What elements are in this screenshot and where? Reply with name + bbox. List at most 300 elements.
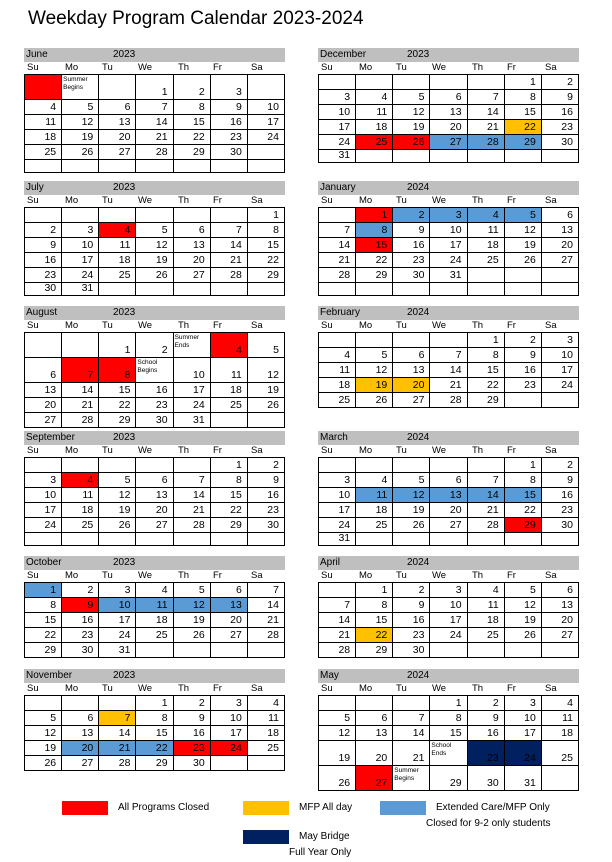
day-cell <box>319 583 356 598</box>
weekday-label: Th <box>178 570 190 581</box>
week-row <box>319 363 579 378</box>
day-cell <box>174 533 211 546</box>
day-cell: 1 <box>211 458 248 473</box>
day-cell: 15 <box>99 383 136 398</box>
week-row <box>25 398 285 413</box>
day-cell: 30 <box>25 283 62 296</box>
day-cell: 9 <box>393 598 430 613</box>
weekday-label: We <box>432 683 447 694</box>
day-cell: 9 <box>211 100 248 115</box>
weekday-label: Th <box>178 683 190 694</box>
day-cell: 16 <box>174 726 211 741</box>
day-cell <box>356 458 393 473</box>
day-cell: 13 <box>211 598 248 613</box>
weekday-label: Mo <box>359 62 373 73</box>
week-row <box>319 488 579 503</box>
day-cell <box>174 208 211 223</box>
day-cell <box>505 268 542 283</box>
day-cell: 19 <box>393 120 430 135</box>
day-cell: 19 <box>505 613 542 628</box>
legend-label: May Bridge Full Year Only <box>289 831 352 858</box>
day-cell <box>505 393 542 408</box>
month-name: February <box>320 307 361 318</box>
legend-label: MFP All day <box>299 802 353 813</box>
day-cell <box>136 208 173 223</box>
day-cell <box>393 150 430 163</box>
day-cell <box>99 533 136 546</box>
month-header <box>24 556 285 570</box>
day-cell: 12 <box>393 105 430 120</box>
day-cell: 9 <box>174 711 211 726</box>
day-cell <box>99 696 136 711</box>
day-cell: 15 <box>136 726 173 741</box>
day-cell: 7 <box>248 583 285 598</box>
day-cell: 19 <box>174 613 211 628</box>
day-cell: 12 <box>356 363 393 378</box>
day-cell: 18 <box>319 378 356 393</box>
legend-swatch <box>62 801 108 815</box>
day-cell: 11 <box>136 598 173 613</box>
day-cell: 25 <box>211 398 248 413</box>
day-cell: 25 <box>356 518 393 533</box>
day-cell: 14 <box>174 488 211 503</box>
day-cell: 20 <box>542 238 579 253</box>
day-cell <box>393 75 430 90</box>
day-cell: 10 <box>319 105 356 120</box>
day-cell: 2 <box>248 458 285 473</box>
day-note: School Begins <box>137 359 158 374</box>
day-cell: 8 <box>356 223 393 238</box>
day-cell: 27 <box>99 145 136 160</box>
day-cell <box>542 393 579 408</box>
day-cell: 26 <box>174 628 211 643</box>
month-may <box>318 669 579 791</box>
day-cell: 16 <box>25 253 62 268</box>
day-cell: 6 <box>136 473 173 488</box>
day-cell <box>136 283 173 296</box>
day-cell <box>542 150 579 163</box>
week-row <box>25 628 285 643</box>
day-cell <box>248 145 285 160</box>
day-cell: 7 <box>211 223 248 238</box>
day-cell: 13 <box>136 488 173 503</box>
day-cell: 1 <box>505 75 542 90</box>
day-cell <box>505 533 542 546</box>
day-cell: 22 <box>468 378 505 393</box>
day-cell: 17 <box>319 120 356 135</box>
day-cell: 27 <box>174 268 211 283</box>
legend-swatch <box>243 801 289 815</box>
day-cell: 18 <box>356 503 393 518</box>
week-row <box>25 583 285 598</box>
month-year: 2024 <box>407 432 430 443</box>
weekday-header <box>24 683 285 695</box>
weekday-label: Su <box>27 570 39 581</box>
month-header <box>318 431 579 445</box>
day-cell <box>25 696 62 711</box>
day-cell <box>430 458 467 473</box>
day-cell: 31 <box>62 283 99 296</box>
day-cell: 29 <box>25 643 62 658</box>
day-cell: 29 <box>505 135 542 150</box>
day-cell: 5 <box>393 90 430 105</box>
month-header <box>318 306 579 320</box>
day-cell: 18 <box>542 726 579 741</box>
weekday-label: Tu <box>396 445 407 456</box>
weekday-header <box>318 320 579 332</box>
day-cell: 12 <box>393 488 430 503</box>
day-cell: 15 <box>505 488 542 503</box>
day-cell <box>99 208 136 223</box>
weekday-label: Fr <box>213 195 222 206</box>
day-cell: 17 <box>430 238 467 253</box>
day-cell <box>25 333 62 358</box>
day-cell: 19 <box>99 503 136 518</box>
day-cell: 15 <box>248 238 285 253</box>
day-cell: 7 <box>319 223 356 238</box>
day-cell: 30 <box>248 518 285 533</box>
day-cell: 24 <box>430 253 467 268</box>
day-cell: 8 <box>136 711 173 726</box>
month-header <box>24 306 285 320</box>
day-cell <box>393 283 430 296</box>
week-row <box>319 696 579 711</box>
week-row <box>25 208 285 223</box>
day-cell: 17 <box>542 363 579 378</box>
day-cell: 11 <box>211 358 248 383</box>
month-name: June <box>26 49 48 60</box>
day-cell: 10 <box>248 100 285 115</box>
day-cell: 12 <box>248 358 285 383</box>
day-cell: 10 <box>505 711 542 726</box>
weekday-label: Sa <box>251 195 263 206</box>
day-cell: 28 <box>136 145 173 160</box>
day-cell <box>211 533 248 546</box>
week-row <box>25 283 285 296</box>
day-cell: 29 <box>99 413 136 428</box>
weekday-label: We <box>432 195 447 206</box>
week-row <box>319 726 579 741</box>
day-cell: 3 <box>211 696 248 711</box>
day-grid <box>318 332 579 408</box>
day-cell: 27 <box>542 628 579 643</box>
day-cell <box>62 533 99 546</box>
weekday-label: Su <box>321 683 333 694</box>
day-cell: 24 <box>319 135 356 150</box>
month-year: 2024 <box>407 670 430 681</box>
day-cell: 8 <box>174 100 211 115</box>
day-cell: 29 <box>174 145 211 160</box>
day-cell: 18 <box>468 613 505 628</box>
day-cell: 2 <box>393 208 430 223</box>
day-cell: 23 <box>542 120 579 135</box>
day-cell: 6 <box>99 100 136 115</box>
day-cell: 9 <box>505 348 542 363</box>
day-cell: 16 <box>211 115 248 130</box>
day-cell: 1 <box>505 458 542 473</box>
weekday-label: Th <box>472 62 484 73</box>
day-cell: 6 <box>356 711 393 726</box>
day-cell <box>468 283 505 296</box>
day-cell: 24 <box>248 130 285 145</box>
day-cell: 30 <box>468 766 505 791</box>
day-cell: 24 <box>211 741 248 756</box>
day-cell: 5 <box>356 348 393 363</box>
day-cell: 19 <box>505 238 542 253</box>
day-cell-note <box>393 766 430 791</box>
day-cell: 13 <box>99 115 136 130</box>
weekday-header <box>24 62 285 74</box>
day-cell: 4 <box>136 583 173 598</box>
day-cell: 14 <box>319 238 356 253</box>
day-cell: 14 <box>393 726 430 741</box>
day-cell <box>356 533 393 546</box>
day-cell <box>136 458 173 473</box>
month-header <box>318 669 579 683</box>
day-cell-note <box>174 333 211 358</box>
day-cell: 23 <box>505 378 542 393</box>
day-cell: 4 <box>248 696 285 711</box>
weekday-label: We <box>138 445 153 456</box>
week-row <box>319 473 579 488</box>
week-row <box>25 383 285 398</box>
day-cell: 19 <box>136 253 173 268</box>
weekday-label: Fr <box>507 320 516 331</box>
week-row <box>319 628 579 643</box>
day-cell: 10 <box>174 358 211 383</box>
day-grid <box>24 457 285 546</box>
weekday-label: We <box>432 62 447 73</box>
weekday-header <box>318 683 579 695</box>
day-cell <box>62 333 99 358</box>
day-cell: 1 <box>468 333 505 348</box>
month-name: October <box>26 557 62 568</box>
day-cell: 10 <box>319 488 356 503</box>
day-cell: 11 <box>319 363 356 378</box>
day-cell: 27 <box>542 253 579 268</box>
day-cell <box>248 533 285 546</box>
day-cell: 13 <box>430 488 467 503</box>
day-cell: 17 <box>319 503 356 518</box>
day-cell: 9 <box>542 90 579 105</box>
day-cell: 13 <box>25 383 62 398</box>
day-cell: 17 <box>99 613 136 628</box>
week-row <box>25 238 285 253</box>
day-cell: 5 <box>248 333 285 358</box>
day-cell: 24 <box>430 628 467 643</box>
day-cell: 2 <box>62 583 99 598</box>
weekday-header <box>318 445 579 457</box>
day-cell: 3 <box>542 333 579 348</box>
day-cell <box>468 643 505 658</box>
week-row <box>319 598 579 613</box>
weekday-label: Mo <box>359 445 373 456</box>
legend-label: All Programs Closed <box>118 802 210 813</box>
weekday-label: We <box>432 445 447 456</box>
week-row <box>319 348 579 363</box>
weekday-label: Mo <box>65 683 79 694</box>
day-cell <box>211 643 248 658</box>
day-cell: 20 <box>25 398 62 413</box>
weekday-label: Th <box>472 195 484 206</box>
weekday-label: Su <box>27 320 39 331</box>
day-cell <box>542 643 579 658</box>
day-cell: 5 <box>174 583 211 598</box>
day-cell <box>319 283 356 296</box>
weekday-label: Tu <box>396 320 407 331</box>
weekday-label: Sa <box>251 570 263 581</box>
day-cell: 15 <box>356 238 393 253</box>
day-cell: 26 <box>248 398 285 413</box>
week-row <box>25 333 285 358</box>
day-cell: 19 <box>393 503 430 518</box>
day-cell: 9 <box>62 598 99 613</box>
day-cell: 24 <box>62 268 99 283</box>
weekday-label: We <box>138 195 153 206</box>
day-cell: 21 <box>99 741 136 756</box>
day-cell: 24 <box>99 628 136 643</box>
day-cell: 8 <box>505 90 542 105</box>
day-cell: 20 <box>542 613 579 628</box>
day-cell: 2 <box>468 696 505 711</box>
day-cell: 11 <box>542 711 579 726</box>
day-cell: 10 <box>542 348 579 363</box>
day-cell <box>319 75 356 90</box>
day-cell: 24 <box>505 741 542 766</box>
day-cell: 20 <box>211 613 248 628</box>
month-name: April <box>320 557 341 568</box>
day-cell <box>505 283 542 296</box>
day-cell: 29 <box>430 766 467 791</box>
day-cell: 27 <box>356 766 393 791</box>
month-march <box>318 431 579 546</box>
day-cell: 16 <box>62 613 99 628</box>
weekday-header <box>318 570 579 582</box>
day-cell: 17 <box>174 383 211 398</box>
day-cell: 23 <box>211 130 248 145</box>
day-cell: 27 <box>25 413 62 428</box>
day-cell: 22 <box>248 253 285 268</box>
month-header <box>24 48 285 62</box>
legend-swatch <box>243 830 289 844</box>
month-year: 2023 <box>113 670 136 681</box>
day-cell: 7 <box>136 100 173 115</box>
week-row <box>319 268 579 283</box>
day-cell: 23 <box>468 741 505 766</box>
weekday-label: Su <box>321 320 333 331</box>
week-row <box>319 208 579 223</box>
day-cell: 11 <box>356 105 393 120</box>
week-row <box>319 613 579 628</box>
weekday-label: Th <box>472 683 484 694</box>
weekday-header <box>318 62 579 74</box>
day-cell-note <box>62 75 99 100</box>
day-cell: 23 <box>248 503 285 518</box>
day-cell: 24 <box>542 378 579 393</box>
day-cell: 3 <box>430 583 467 598</box>
day-cell: 31 <box>99 643 136 658</box>
day-cell: 5 <box>505 583 542 598</box>
week-row <box>319 135 579 150</box>
day-cell: 25 <box>248 741 285 756</box>
day-cell: 25 <box>136 628 173 643</box>
day-cell: 9 <box>542 473 579 488</box>
day-cell: 19 <box>356 378 393 393</box>
day-cell: 24 <box>174 398 211 413</box>
day-cell: 26 <box>99 518 136 533</box>
month-april <box>318 556 579 658</box>
day-cell: 10 <box>62 238 99 253</box>
day-cell: 5 <box>99 473 136 488</box>
day-grid <box>24 582 285 658</box>
month-name: September <box>26 432 75 443</box>
day-cell: 1 <box>356 583 393 598</box>
month-header <box>24 181 285 195</box>
weekday-label: Tu <box>396 62 407 73</box>
day-cell: 10 <box>211 711 248 726</box>
weekday-header <box>318 195 579 207</box>
day-cell: 16 <box>542 105 579 120</box>
day-cell: 20 <box>430 503 467 518</box>
day-cell <box>505 150 542 163</box>
day-cell <box>468 268 505 283</box>
day-cell <box>356 75 393 90</box>
day-cell <box>319 333 356 348</box>
day-cell: 27 <box>136 518 173 533</box>
day-cell: 4 <box>211 333 248 358</box>
day-cell: 21 <box>211 253 248 268</box>
month-name: January <box>320 182 356 193</box>
week-row <box>25 268 285 283</box>
day-cell <box>393 533 430 546</box>
week-row <box>25 503 285 518</box>
week-row <box>25 643 285 658</box>
weekday-label: Tu <box>102 62 113 73</box>
day-cell: 8 <box>468 348 505 363</box>
weekday-label: Mo <box>65 570 79 581</box>
day-grid <box>318 207 579 296</box>
week-row <box>25 115 285 130</box>
day-cell: 30 <box>542 135 579 150</box>
weekday-label: Tu <box>102 683 113 694</box>
day-cell: 24 <box>25 518 62 533</box>
day-cell <box>319 696 356 711</box>
day-cell: 23 <box>393 253 430 268</box>
day-cell: 6 <box>430 90 467 105</box>
day-cell: 21 <box>468 503 505 518</box>
weekday-label: Tu <box>396 195 407 206</box>
week-row <box>25 100 285 115</box>
day-cell: 17 <box>62 253 99 268</box>
week-row <box>319 458 579 473</box>
day-cell: 2 <box>542 458 579 473</box>
day-cell: 29 <box>211 518 248 533</box>
day-cell <box>99 160 136 173</box>
week-row <box>25 75 285 100</box>
day-cell: 16 <box>468 726 505 741</box>
day-cell: 3 <box>62 223 99 238</box>
weekday-header <box>24 570 285 582</box>
month-september <box>24 431 285 546</box>
day-cell <box>99 458 136 473</box>
month-header <box>24 431 285 445</box>
week-row <box>25 223 285 238</box>
day-cell: 22 <box>211 503 248 518</box>
weekday-label: Su <box>27 62 39 73</box>
day-cell <box>62 208 99 223</box>
day-cell: 5 <box>319 711 356 726</box>
day-cell <box>542 533 579 546</box>
